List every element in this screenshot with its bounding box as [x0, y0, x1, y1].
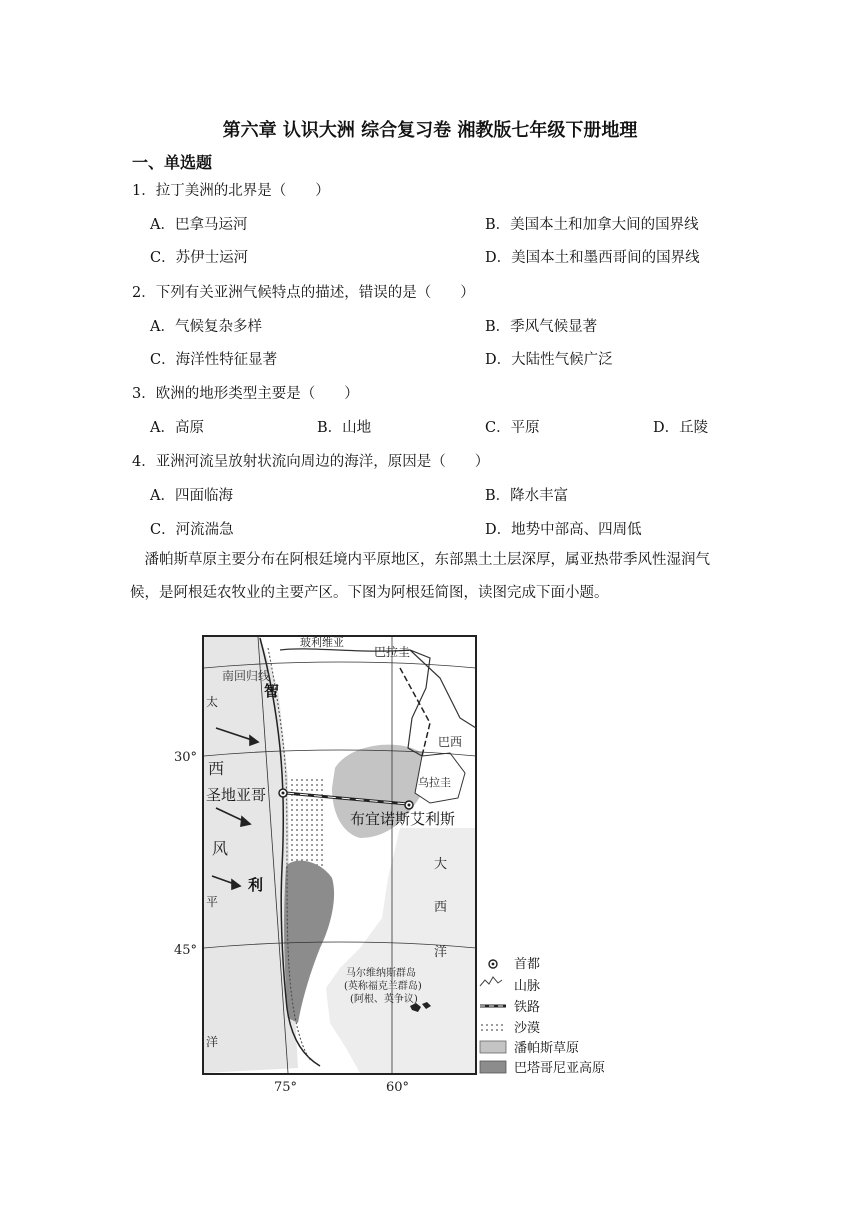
- question-1-option-d[interactable]: D．美国本土和墨西哥间的国界线: [485, 250, 700, 266]
- map-legend: [480, 956, 605, 1076]
- paraguay-label: 巴拉圭: [374, 645, 411, 659]
- question-1-stem: 1．拉丁美洲的北界是（ ）: [132, 183, 330, 199]
- legend-mountain-label: 山脉: [514, 979, 541, 994]
- question-4-option-c[interactable]: C．河流湍急: [150, 522, 234, 538]
- lon-75-label: 75°: [274, 1080, 298, 1095]
- legend-mountain-icon: [480, 977, 502, 986]
- legend-pampas-icon: [480, 1041, 506, 1053]
- pacific-char-2: 平: [206, 895, 219, 909]
- chile-label-1: 智: [264, 682, 280, 700]
- question-2-option-b[interactable]: B．季风气候显著: [485, 319, 598, 335]
- question-4-stem: 4．亚洲河流呈放射状流向周边的海洋，原因是（ ）: [132, 454, 490, 470]
- question-4-option-b[interactable]: B．降水丰富: [485, 488, 569, 504]
- question-2-option-a[interactable]: A．气候复杂多样: [150, 319, 262, 335]
- question-1-option-c[interactable]: C．苏伊士运河: [150, 250, 249, 266]
- question-1-option-b[interactable]: B．美国本土和加拿大间的国界线: [485, 217, 699, 233]
- atlantic-char-3: 洋: [434, 945, 448, 960]
- legend-patagonia-icon: [480, 1061, 506, 1073]
- brazil-label: 巴西: [438, 735, 463, 749]
- question-4-option-a[interactable]: A．四面临海: [150, 488, 233, 504]
- pacific-char-1: 太: [206, 695, 219, 709]
- westerly-char-2: 风: [212, 839, 229, 858]
- page-title: 第六章 认识大洲 综合复习卷 湘教版七年级下册地理: [222, 120, 638, 141]
- bolivia-label: 玻利维亚: [300, 636, 344, 649]
- question-3-option-c[interactable]: C．平原: [485, 420, 540, 436]
- lon-60-label: 60°: [386, 1080, 410, 1095]
- buenos-aires-label: 布宜诺斯艾利斯: [350, 810, 456, 828]
- legend-capital-label: 首都: [514, 957, 541, 972]
- falklands-label-1: 马尔维纳斯群岛: [346, 968, 416, 979]
- santiago-label: 圣地亚哥: [206, 786, 267, 804]
- legend-pampas-label: 潘帕斯草原: [514, 1041, 580, 1056]
- lat-30-label: 30°: [174, 750, 198, 765]
- reading-passage: 潘帕斯草原主要分布在阿根廷境内平原地区，东部黑土土层深厚，属亚热带季风性湿润气候，是阿根廷农牧业的主要产区。下图为阿根廷简图，读图完成下面小题。: [130, 552, 710, 601]
- atlantic-char-1: 大: [434, 857, 448, 872]
- buenos-aires-capital-dot: [408, 804, 411, 807]
- falklands-label-3: (阿根、英争议): [350, 994, 418, 1005]
- question-4-option-d[interactable]: D．地势中部高、四周低: [485, 522, 642, 538]
- question-3-stem: 3．欧洲的地形类型主要是（ ）: [132, 386, 359, 402]
- uruguay-label: 乌拉圭: [418, 776, 451, 789]
- question-2-option-c[interactable]: C．海洋性特征显著: [150, 352, 278, 368]
- question-3-option-a[interactable]: A．高原: [150, 420, 204, 436]
- lat-45-label: 45°: [174, 943, 198, 958]
- pacific-char-3: 洋: [206, 1035, 219, 1049]
- question-1-option-a[interactable]: A．巴拿马运河: [150, 217, 248, 233]
- argentina-map: [160, 628, 640, 1098]
- chile-label-2: 利: [248, 876, 264, 894]
- legend-patagonia-label: 巴塔哥尼亚高原: [514, 1061, 606, 1076]
- atlantic-char-2: 西: [434, 900, 448, 915]
- desert-region: [288, 776, 326, 866]
- question-2-stem: 2．下列有关亚洲气候特点的描述，错误的是（ ）: [132, 285, 475, 301]
- tropic-label: 南回归线: [222, 669, 271, 683]
- legend-desert-icon: [480, 1022, 506, 1032]
- legend-railway-label: 铁路: [514, 1000, 541, 1015]
- santiago-capital-dot: [282, 792, 285, 795]
- question-2-option-d[interactable]: D．大陆性气候广泛: [485, 352, 613, 368]
- falklands-label-2: (英称福克兰群岛): [344, 981, 422, 992]
- question-3-option-d[interactable]: D．丘陵: [653, 420, 709, 436]
- section-heading: 一、单选题: [132, 153, 213, 172]
- legend-capital-dot: [492, 963, 495, 966]
- westerly-char-1: 西: [208, 759, 225, 778]
- question-3-option-b[interactable]: B．山地: [317, 420, 372, 436]
- legend-desert-label: 沙漠: [514, 1021, 541, 1036]
